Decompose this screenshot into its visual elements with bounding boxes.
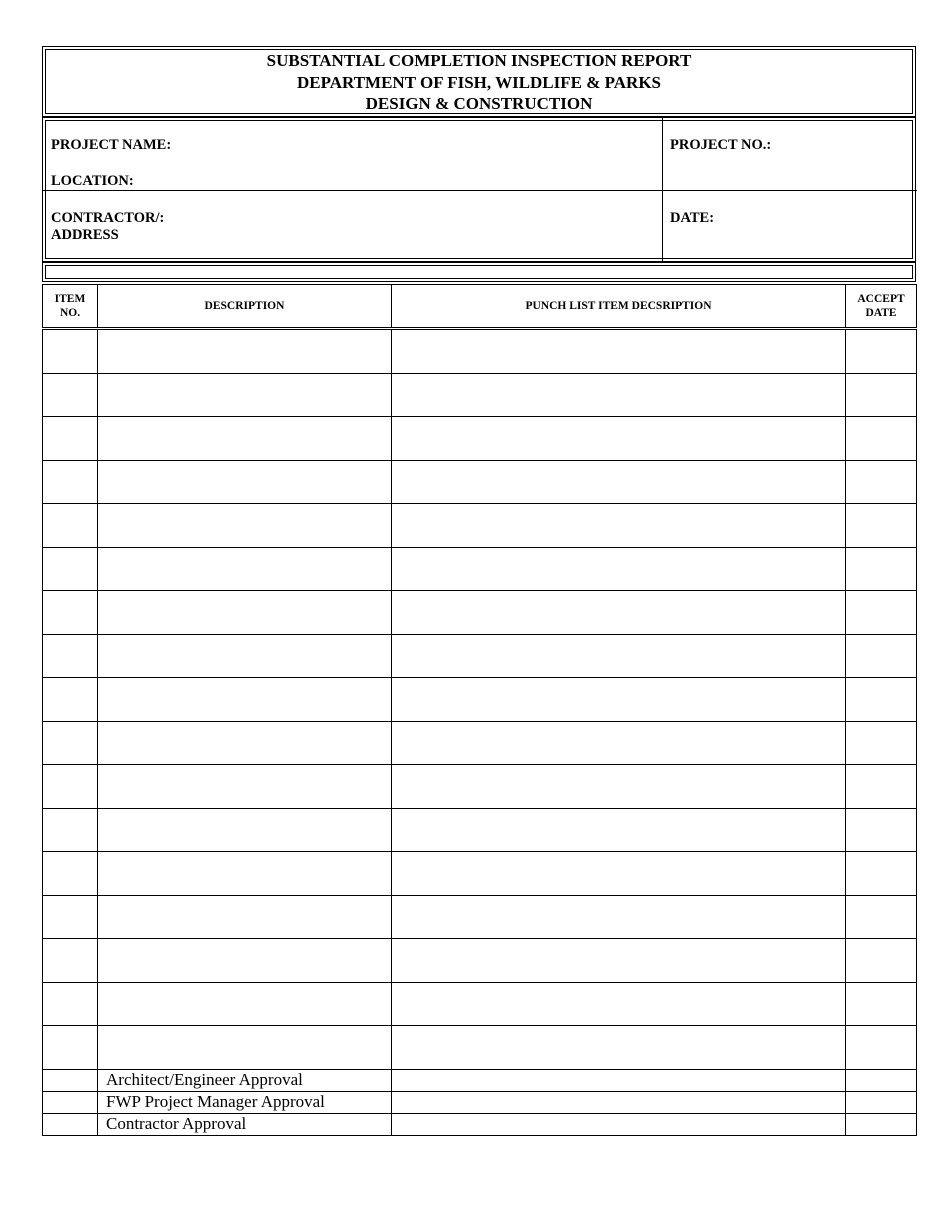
item-no-cell[interactable] <box>43 591 98 635</box>
approval-label: FWP Project Manager Approval <box>98 1091 392 1113</box>
approval-label: Contractor Approval <box>98 1113 392 1135</box>
item-no-cell[interactable] <box>43 373 98 417</box>
description-cell[interactable] <box>98 1026 392 1070</box>
table-row <box>43 982 917 1026</box>
item-no-cell[interactable] <box>43 765 98 809</box>
table-row <box>43 1026 917 1070</box>
item-no-cell[interactable] <box>43 808 98 852</box>
location-label: LOCATION: <box>51 173 134 189</box>
approval-row <box>43 1069 917 1091</box>
punch-list-cell[interactable] <box>392 417 846 461</box>
department-name: DEPARTMENT OF FISH, WILDLIFE & PARKS <box>297 72 661 92</box>
description-cell[interactable] <box>98 417 392 461</box>
punch-list-cell[interactable] <box>392 547 846 591</box>
description-cell[interactable] <box>98 547 392 591</box>
punch-list-cell[interactable] <box>392 373 846 417</box>
date-label: DATE: <box>670 210 715 226</box>
accept-date-cell[interactable] <box>846 982 917 1026</box>
description-cell[interactable] <box>98 765 392 809</box>
description-cell[interactable] <box>98 939 392 983</box>
item-no-cell[interactable] <box>43 1026 98 1070</box>
description-cell[interactable] <box>98 460 392 504</box>
info-divider-horizontal <box>43 190 917 191</box>
accept-date-cell[interactable] <box>846 547 917 591</box>
item-no-cell[interactable] <box>43 852 98 896</box>
punch-list-cell[interactable] <box>392 504 846 548</box>
approval-item-cell <box>43 1091 98 1113</box>
description-cell[interactable] <box>98 329 392 374</box>
table-row <box>43 895 917 939</box>
table-row <box>43 852 917 896</box>
description-header: DESCRIPTION <box>98 285 392 329</box>
punch-list-cell[interactable] <box>392 591 846 635</box>
project-name-label: PROJECT NAME: <box>51 137 172 153</box>
accept-date-cell[interactable] <box>846 765 917 809</box>
description-cell[interactable] <box>98 721 392 765</box>
punch-list-cell[interactable] <box>392 982 846 1026</box>
table-row <box>43 634 917 678</box>
division-name: DESIGN & CONSTRUCTION <box>365 94 593 113</box>
table-row <box>43 460 917 504</box>
item-no-cell[interactable] <box>43 634 98 678</box>
item-no-cell[interactable] <box>43 460 98 504</box>
punch-list-cell[interactable] <box>392 460 846 504</box>
approval-date-cell[interactable] <box>846 1091 917 1113</box>
accept-date-cell[interactable] <box>846 678 917 722</box>
punch-list-cell[interactable] <box>392 721 846 765</box>
section-separator <box>42 262 916 282</box>
item-no-cell[interactable] <box>43 895 98 939</box>
table-row <box>43 417 917 461</box>
punch-list-table <box>42 284 917 1136</box>
accept-date-cell[interactable] <box>846 373 917 417</box>
description-cell[interactable] <box>98 591 392 635</box>
punch-list-cell[interactable] <box>392 634 846 678</box>
table-row <box>43 504 917 548</box>
punch-list-cell[interactable] <box>392 808 846 852</box>
accept-date-cell[interactable] <box>846 1026 917 1070</box>
description-cell[interactable] <box>98 504 392 548</box>
punch-list-cell[interactable] <box>392 329 846 374</box>
accept-date-cell[interactable] <box>846 895 917 939</box>
approval-label: Architect/Engineer Approval <box>98 1069 392 1091</box>
table-row <box>43 939 917 983</box>
project-info-section <box>42 117 916 262</box>
approval-item-cell <box>43 1069 98 1091</box>
table-row <box>43 329 917 374</box>
accept-date-cell[interactable] <box>846 852 917 896</box>
report-title: SUBSTANTIAL COMPLETION INSPECTION REPORT <box>266 51 692 70</box>
item-no-cell[interactable] <box>43 329 98 374</box>
table-row <box>43 678 917 722</box>
accept-date-header: ACCEPT DATE <box>846 285 917 329</box>
contractor-label: CONTRACTOR/: <box>51 210 165 226</box>
accept-date-cell[interactable] <box>846 460 917 504</box>
accept-date-cell[interactable] <box>846 721 917 765</box>
accept-date-cell[interactable] <box>846 808 917 852</box>
item-no-cell[interactable] <box>43 721 98 765</box>
punch-list-cell[interactable] <box>392 852 846 896</box>
description-cell[interactable] <box>98 982 392 1026</box>
table-row <box>43 547 917 591</box>
table-row <box>43 765 917 809</box>
table-row <box>43 591 917 635</box>
accept-date-cell[interactable] <box>846 591 917 635</box>
description-cell[interactable] <box>98 678 392 722</box>
description-cell[interactable] <box>98 852 392 896</box>
report-header <box>42 46 916 117</box>
approval-item-cell <box>43 1113 98 1135</box>
table-row <box>43 373 917 417</box>
punch-list-header: PUNCH LIST ITEM DECSRIPTION <box>392 285 846 329</box>
punch-list-cell[interactable] <box>392 765 846 809</box>
approval-date-cell[interactable] <box>846 1113 917 1135</box>
description-cell[interactable] <box>98 373 392 417</box>
accept-date-cell[interactable] <box>846 634 917 678</box>
table-row <box>43 808 917 852</box>
punch-list-cell[interactable] <box>392 678 846 722</box>
table-header-row <box>43 285 917 329</box>
accept-date-cell[interactable] <box>846 939 917 983</box>
description-cell[interactable] <box>98 634 392 678</box>
accept-date-cell[interactable] <box>846 329 917 374</box>
project-no-label: PROJECT NO.: <box>670 137 772 153</box>
description-cell[interactable] <box>98 808 392 852</box>
item-no-cell[interactable] <box>43 939 98 983</box>
approval-row <box>43 1091 917 1113</box>
table-row <box>43 721 917 765</box>
item-no-cell[interactable] <box>43 547 98 591</box>
item-no-header: ITEM NO. <box>43 285 98 329</box>
description-cell[interactable] <box>98 895 392 939</box>
approval-date-cell[interactable] <box>846 1069 917 1091</box>
approval-row <box>43 1113 917 1135</box>
approval-signature-cell[interactable] <box>392 1069 846 1091</box>
item-no-cell[interactable] <box>43 678 98 722</box>
item-no-cell[interactable] <box>43 504 98 548</box>
accept-date-cell[interactable] <box>846 417 917 461</box>
accept-date-cell[interactable] <box>846 504 917 548</box>
address-label: ADDRESS <box>51 227 119 243</box>
punch-list-cell[interactable] <box>392 939 846 983</box>
approval-signature-cell[interactable] <box>392 1091 846 1113</box>
punch-list-cell[interactable] <box>392 1026 846 1070</box>
punch-list-cell[interactable] <box>392 895 846 939</box>
item-no-cell[interactable] <box>43 982 98 1026</box>
item-no-cell[interactable] <box>43 417 98 461</box>
approval-signature-cell[interactable] <box>392 1113 846 1135</box>
